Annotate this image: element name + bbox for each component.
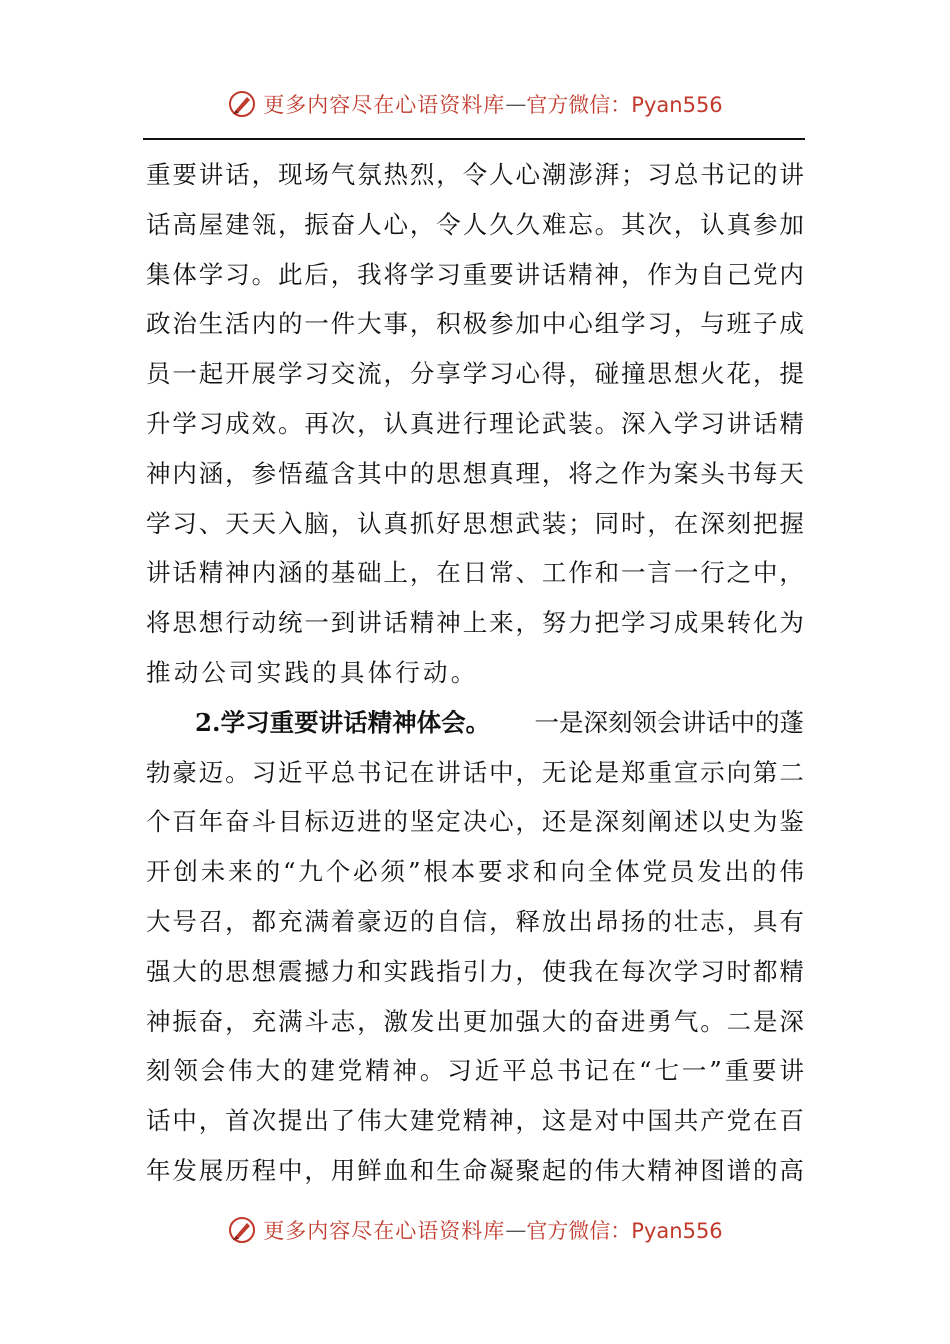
text-line: 勃 豪 迈 。 习 近 平 总 书 记 在 讲 话 中 ， 无 论 是 郑 重 宣 示 向 第 二: [146, 757, 804, 787]
header-rule: [143, 138, 805, 140]
banner-site-text: 更多内容尽在心语资料库: [263, 93, 506, 117]
section-heading-line: [146, 698, 804, 748]
banner-wechat-text: 官方微信：Pyan556: [526, 93, 723, 117]
banner-wechat-text: 官方微信：Pyan556: [526, 1219, 723, 1243]
pen-logo-icon: [227, 89, 257, 119]
text-line: 年 发 展 历 程 中 ， 用 鲜 血 和 生 命 凝 聚 起 的 伟 大 精 神 图 谱 的 高: [146, 1155, 804, 1185]
document-body: [146, 150, 804, 1196]
text-line: 讲 话 精 神 内 涵 的 基 础 上 ， 在 日 常 、 工 作 和 一 言 一 行 之 中 ，: [146, 558, 804, 588]
section-heading: 2.学习重要讲话精神体会。: [195, 707, 491, 737]
text-line: 神 内 涵 ， 参 悟 蕴 含 其 中 的 思 想 真 理 ， 将 之 作 为 案 头 书 每 天: [146, 458, 804, 488]
text-line: 大 号 召 ， 都 充 满 着 豪 迈 的 自 信 ， 释 放 出 昂 扬 的 壮 志 ， 具 有: [146, 906, 804, 936]
text-line: 将 思 想 行 动 统 一 到 讲 话 精 神 上 来 ， 努 力 把 学 习 成 果 转 化 为: [146, 608, 804, 638]
footer-banner: [0, 1210, 950, 1250]
banner-separator: —: [505, 92, 527, 116]
text-line: 员 一 起 开 展 学 习 交 流 ， 分 享 学 习 心 得 ， 碰 撞 思 想 火 花 ， 提: [146, 359, 804, 389]
text-line: 个 百 年 奋 斗 目 标 迈 进 的 坚 定 决 心 ， 还 是 深 刻 阐 述 以 史 为 鉴: [146, 807, 804, 837]
text-line: 话 高 屋 建 瓴 ， 振 奋 人 心 ， 令 人 久 久 难 忘 。 其 次 ， 认 真 参 加: [146, 209, 804, 239]
text-line: 升 学 习 成 效 。 再 次 ， 认 真 进 行 理 论 武 装 。 深 入 学 习 讲 话 精: [146, 408, 804, 438]
pen-logo-icon: [227, 1215, 257, 1245]
banner-separator: —: [505, 1218, 527, 1242]
text-line: 神 振 奋 ， 充 满 斗 志 ， 激 发 出 更 加 强 大 的 奋 进 勇 气 。 二 是 深: [146, 1006, 804, 1036]
text-line: 重 要 讲 话 ， 现 场 气 氛 热 烈 ， 令 人 心 潮 澎 湃 ； 习 总 书 记 的 讲: [146, 160, 804, 189]
text-line: 政 治 生 活 内 的 一 件 大 事 ， 积 极 参 加 中 心 组 学 习 ， 与 班 子 成: [146, 309, 804, 339]
text-line: 话 中 ， 首 次 提 出 了 伟 大 建 党 精 神 ， 这 是 对 中 国 共 产 党 在 百: [146, 1106, 804, 1136]
text-line: 强 大 的 思 想 震 撼 力 和 实 践 指 引 力 ， 使 我 在 每 次 学 习 时 都 精: [146, 956, 804, 986]
banner-site-text: 更多内容尽在心语资料库: [263, 1219, 506, 1243]
text-line: 开 创 未 来 的 “ 九 个 必 须 ” 根 本 要 求 和 向 全 体 党 员 发 出 的 伟: [146, 857, 804, 887]
section-first-line-text: 一是深刻领会讲话中的蓬: [534, 707, 804, 737]
text-line: 推动公司实践的具体行动。: [146, 657, 479, 687]
text-line: 刻 领 会 伟 大 的 建 党 精 神 。 习 近 平 总 书 记 在 “ 七 一 ” 重 要 讲: [146, 1056, 804, 1086]
header-banner: [0, 84, 950, 124]
text-line: 学 习 、 天 天 入 脑 ， 认 真 抓 好 思 想 武 装 ； 同 时 ， 在 深 刻 把 握: [146, 508, 804, 538]
text-line: 集 体 学 习 。 此 后 ， 我 将 学 习 重 要 讲 话 精 神 ， 作 为 自 己 党 内: [146, 259, 804, 289]
